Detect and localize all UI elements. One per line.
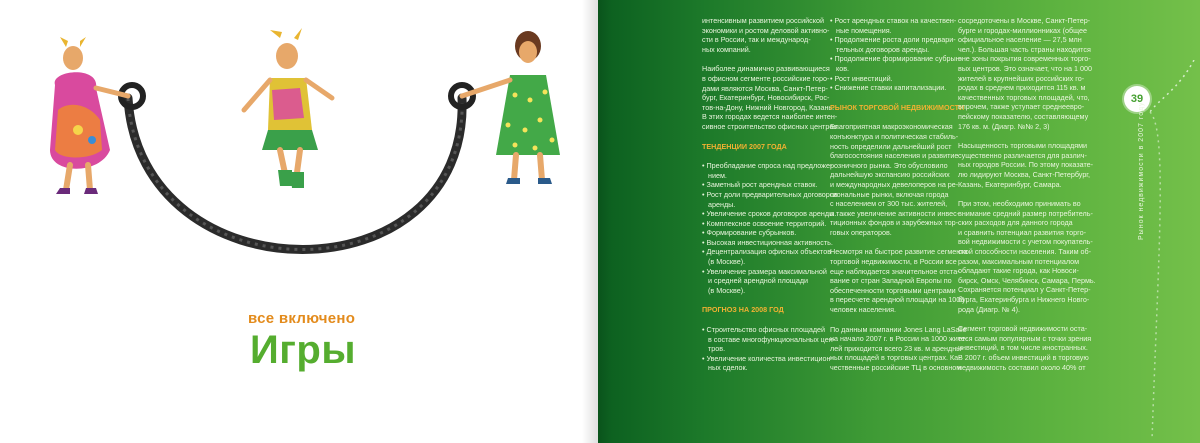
section-heading: РЫНОК ТОРГОВОЙ НЕДВИЖИМОСТИ [830, 102, 965, 112]
body-text-line: При этом, необходимо принимать во [958, 199, 1081, 209]
body-text-line: По данным компании Jones Lang LaSalle [830, 324, 967, 334]
girl-right-figure [462, 31, 560, 184]
paragraph-gap [958, 189, 1096, 199]
girl-left-figure [50, 37, 128, 194]
body-text-line: и средней арендной площади [702, 276, 809, 286]
paragraph-gap [702, 132, 839, 142]
body-text-line: нием. [702, 170, 727, 180]
body-text-line: обеспеченности торговыми центрами [830, 285, 956, 295]
body-text-line: сивное строительство офисных центров. [702, 121, 840, 131]
body-text-line: • Увеличение размера максимальной [702, 266, 827, 276]
body-text-line: ных площадей в торговых центрах. Ка- [830, 353, 961, 363]
body-text-line: • Снижение ставки капитализации. [830, 83, 947, 93]
body-text-line: ных сделок. [702, 363, 748, 373]
body-text-line: экономики и ростом деловой активно- [702, 25, 830, 35]
body-text-line: тов-на-Дону, Нижний Новгород, Казань. [702, 102, 835, 112]
body-text-line: и сравнить потенциал развития торго- [958, 227, 1086, 237]
body-text-line: жителей в крупнейших российских го- [958, 73, 1085, 83]
body-text-line: • Высокая инвестиционная активность. [702, 237, 833, 247]
body-text-line: (в Москве). [702, 257, 746, 267]
body-text-line: торговой недвижимости, в России все [830, 257, 957, 267]
body-text-line: а также увеличение активности инвес- [830, 208, 960, 218]
body-text-line: качественных торговых площадей, что, [958, 92, 1090, 102]
page-number-badge: 39 [1124, 86, 1150, 112]
body-text-line: родах в среднем приходится 115 кв. м [958, 83, 1086, 93]
body-text-line: рода (Диагр. № 4). [958, 304, 1021, 314]
body-text-line: 176 кв. м. (Диагр. №№ 2, 3) [958, 121, 1050, 131]
paragraph-gap [830, 112, 967, 122]
body-text-line: • Рост инвестиций. [830, 73, 893, 83]
paragraph-gap [958, 314, 1096, 324]
body-text-line: • Строительство офисных площадей [702, 325, 826, 335]
body-text-line: тельных договоров аренды. [830, 44, 930, 54]
body-text-line: • Рост арендных ставок на качествен- [830, 16, 957, 25]
body-text-line: дами являются Москва, Санкт-Петер- [702, 83, 828, 93]
paragraph-gap [830, 93, 967, 103]
body-text-line: гиональные рынки, включая города [830, 189, 949, 199]
paragraph-gap [830, 315, 967, 325]
body-text-line: ков. [830, 63, 850, 73]
body-text-line: в офисном сегменте российские горо- [702, 73, 830, 83]
body-text-line: ных городов России. По этому показате- [958, 160, 1094, 170]
body-text-line: Насыщенность торговыми площадями [958, 141, 1088, 151]
body-text-line: человек населения. [830, 305, 897, 315]
body-text-line: с населением от 300 тыс. жителей, [830, 199, 948, 209]
body-text-line: обладают такие города, как Новоси- [958, 266, 1079, 276]
page-title: Игры [250, 328, 357, 372]
body-text-line: официальное население — 27,5 млн [958, 35, 1082, 45]
decorative-dotted-line [1148, 60, 1200, 440]
paragraph-gap [702, 54, 839, 64]
body-text-line: существенно различается для различ- [958, 150, 1087, 160]
paragraph-gap [702, 315, 839, 325]
body-text-line: Благоприятная макроэкономическая [830, 122, 953, 132]
body-text-line: • Заметный рост арендных ставок. [702, 180, 818, 190]
body-text-line: ные помещения. [830, 25, 892, 35]
body-text-line: (в Москве). [702, 285, 746, 295]
body-text-line: чественные российские ТЦ в основном [830, 363, 962, 372]
body-text-line: • Увеличение сроков договоров аренды. [702, 209, 837, 219]
body-text-line: • Продолжение формирование субрын- [830, 54, 963, 64]
body-text-line: конъюнктура и политическая стабиль- [830, 131, 959, 141]
body-text-line: • Продолжение роста доли предвари- [830, 35, 956, 45]
body-text-line: и международных девелоперов на ре- [830, 179, 959, 189]
body-text-line: лю лидируют Москва, Санкт-Петербург, [958, 169, 1091, 179]
section-kicker: все включено [248, 310, 356, 327]
body-text-line: • Увеличение количества инвестицион- [702, 353, 833, 363]
body-text-line: еще наблюдается значительное отста- [830, 266, 960, 276]
body-text-line: благосостояния населения и развитие [830, 151, 959, 161]
body-text-line: тров. [702, 344, 726, 354]
girl-middle-figure [244, 28, 332, 188]
body-text-line: на начало 2007 г. в России на 1000 жите- [830, 334, 968, 344]
body-text-line: дальнейшую экспансию российских [830, 170, 950, 180]
running-footer-vertical: Рынок недвижимости в 2007 году [1138, 101, 1145, 240]
left-page [0, 0, 598, 443]
body-text-line: розничного рынка. Это обусловило [830, 160, 948, 170]
paragraph-gap [958, 131, 1096, 141]
body-text-line: бурге и городах-миллионниках (общее [958, 25, 1087, 35]
body-text-line: сти в России, так и международ- [702, 35, 811, 45]
body-text-line: вой недвижимости с учетом покупатель- [958, 237, 1093, 247]
text-column-1 [702, 16, 839, 373]
body-text-line: Сохраняется потенциал у Санкт-Петер- [958, 285, 1091, 295]
body-text-line: • Децентрализация офисных объектов [702, 247, 832, 257]
body-text-line: разом, максимальным потенциалом [958, 256, 1080, 266]
body-text-line: вание от стран Западной Европы по [830, 276, 952, 286]
body-text-line: В 2007 г. объем инвестиций в торговую [958, 353, 1089, 362]
body-text-line: • Преобладание спроса над предложе- [702, 161, 833, 171]
jump-rope-illustration [0, 0, 598, 300]
body-text-line: недвижимость составил около 40% от [958, 362, 1086, 372]
body-text-line: впрочем, также уступает среднеевро- [958, 102, 1085, 112]
body-text-line: В этих городах ведется наиболее интен- [702, 112, 838, 122]
text-column-3 [958, 16, 1096, 372]
body-text-line: ется самым популярным с точки зрения [958, 333, 1092, 343]
body-text-line: аренды. [702, 199, 736, 209]
body-text-line: сосредоточены в Москве, Санкт-Петер- [958, 16, 1091, 25]
body-text-line: вых центров. Это означает, что на 1 000 [958, 63, 1092, 73]
paragraph-gap [702, 151, 839, 161]
body-text-line: • Рост доли предварительных договоров [702, 189, 838, 199]
body-text-line: интенсивным развитием российской [702, 16, 824, 25]
body-text-line: тиционных фондов и зарубежных тор- [830, 218, 958, 228]
body-text-line: ской способности населения. Таким об- [958, 247, 1092, 257]
section-heading: ПРОГНОЗ НА 2008 ГОД [702, 305, 784, 315]
body-text-line: инвестиций, в том числе иностранных. [958, 343, 1088, 353]
body-text-line: • Формирование субрынков. [702, 228, 797, 238]
body-text-line: Сегмент торговой недвижимости оста- [958, 324, 1088, 334]
body-text-line: в пересчете арендной площади на 1000 [830, 295, 965, 305]
body-text-line: в составе многофункциональных цен- [702, 334, 836, 344]
paragraph-gap [702, 295, 839, 305]
body-text-line: ность определили дальнейший рост [830, 141, 952, 151]
body-text-line: бург, Екатеринбург, Новосибирск, Рос- [702, 93, 830, 103]
body-text-line: Несмотря на быстрое развитие сегмента [830, 247, 968, 257]
body-text-line: Казань, Екатеринбург, Самара. [958, 179, 1062, 189]
body-text-line: внимание средний размер потребитель- [958, 208, 1093, 218]
body-text-line: ных компаний. [702, 44, 751, 54]
body-text-line: бурга, Екатеринбурга и Нижнего Новго- [958, 295, 1090, 305]
body-text-line: Наиболее динамично развивающиеся [702, 64, 830, 74]
body-text-line: пейскому показателю, составляющему [958, 111, 1089, 121]
body-text-line: лей приходится всего 23 кв. м арендны- [830, 343, 964, 353]
body-text-line: вне зоны покрытия современных торго- [958, 54, 1091, 64]
section-heading: ТЕНДЕНЦИИ 2007 ГОДА [702, 141, 787, 151]
text-column-2 [830, 16, 967, 373]
body-text-line: говых операторов. [830, 227, 892, 237]
body-text-line: • Комплексное освоение территорий. [702, 218, 827, 228]
paragraph-gap [830, 237, 967, 247]
body-text-line: чел.). Большая часть страны находится [958, 44, 1091, 54]
body-text-line: бирск, Омск, Челябинск, Самара, Пермь. [958, 275, 1096, 285]
body-text-line: ских расходов для данного города [958, 218, 1073, 228]
